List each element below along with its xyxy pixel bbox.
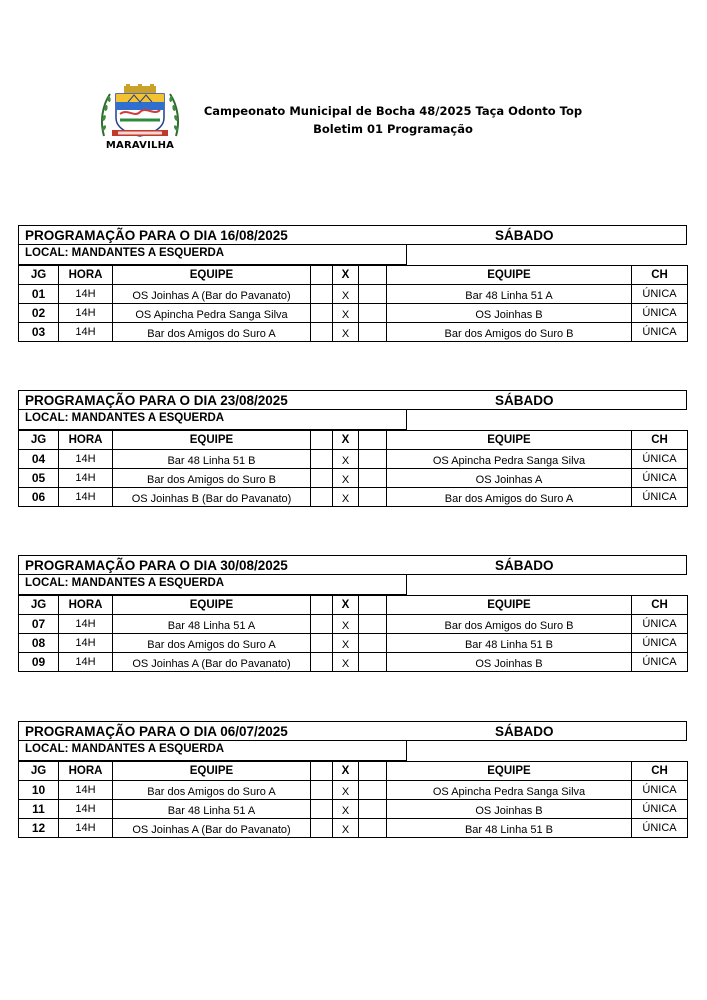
home-score: [311, 781, 333, 800]
game-ch: ÚNICA: [632, 615, 688, 634]
block-location: [18, 245, 407, 265]
game-number: 05: [19, 469, 59, 488]
home-score: [311, 800, 333, 819]
away-team: Bar dos Amigos do Suro A: [387, 488, 632, 507]
away-team: OS Joinhas B: [387, 304, 632, 323]
games-table: [18, 595, 688, 672]
away-score: [359, 819, 387, 838]
game-number: 06: [19, 488, 59, 507]
col-equipe-home: EQUIPE: [113, 266, 311, 285]
col-ch: CH: [632, 431, 688, 450]
game-ch: ÚNICA: [632, 653, 688, 672]
game-time: 14H: [59, 615, 113, 634]
block-weekday: SÁBADO: [495, 558, 554, 573]
away-team: Bar 48 Linha 51 A: [387, 285, 632, 304]
game-number: 10: [19, 781, 59, 800]
home-score: [311, 615, 333, 634]
away-team: Bar dos Amigos do Suro B: [387, 615, 632, 634]
location-text: LOCAL: MANDANTES A ESQUERDA: [25, 577, 225, 589]
versus-mark: X: [333, 615, 359, 634]
game-number: 04: [19, 450, 59, 469]
game-time: 14H: [59, 634, 113, 653]
away-team: Bar dos Amigos do Suro B: [387, 323, 632, 342]
block-date-title: PROGRAMAÇÃO PARA O DIA 06/07/2025: [25, 724, 288, 739]
block-header: [18, 555, 687, 575]
table-row: [19, 285, 688, 304]
home-team: Bar dos Amigos do Suro B: [113, 469, 311, 488]
home-score: [311, 653, 333, 672]
game-ch: ÚNICA: [632, 285, 688, 304]
away-score: [359, 488, 387, 507]
schedule-block-4: [18, 721, 687, 838]
block-header: [18, 390, 687, 410]
away-score: [359, 800, 387, 819]
game-ch: ÚNICA: [632, 304, 688, 323]
home-team: Bar 48 Linha 51 A: [113, 800, 311, 819]
col-hora: HORA: [59, 762, 113, 781]
game-ch: ÚNICA: [632, 323, 688, 342]
title-line-2: Boletim 01 Programação: [313, 122, 473, 136]
schedule-block-3: [18, 555, 687, 672]
table-row: [19, 469, 688, 488]
away-score: [359, 285, 387, 304]
title-line-1: Campeonato Municipal de Bocha 48/2025 Taça Odonto Top: [203, 104, 583, 118]
coat-of-arms-icon: [98, 84, 182, 140]
location-text: LOCAL: MANDANTES A ESQUERDA: [25, 743, 225, 755]
municipal-coat-of-arms: [98, 84, 182, 154]
versus-mark: X: [333, 469, 359, 488]
table-row: [19, 488, 688, 507]
col-ch: CH: [632, 596, 688, 615]
schedule-block-1: [18, 225, 687, 342]
col-jg: JG: [19, 596, 59, 615]
score-cell-away: [359, 762, 387, 781]
away-score: [359, 615, 387, 634]
col-x: X: [333, 266, 359, 285]
game-number: 11: [19, 800, 59, 819]
block-location: [18, 741, 407, 761]
block-weekday: SÁBADO: [495, 228, 554, 243]
col-equipe-home: EQUIPE: [113, 596, 311, 615]
score-cell-home: [311, 596, 333, 615]
home-team: Bar dos Amigos do Suro A: [113, 634, 311, 653]
score-cell-away: [359, 266, 387, 285]
game-time: 14H: [59, 653, 113, 672]
away-team: OS Joinhas A: [387, 469, 632, 488]
col-x: X: [333, 431, 359, 450]
col-hora: HORA: [59, 266, 113, 285]
home-team: OS Apincha Pedra Sanga Silva: [113, 304, 311, 323]
versus-mark: X: [333, 819, 359, 838]
block-location: [18, 410, 407, 430]
block-date-title: PROGRAMAÇÃO PARA O DIA 23/08/2025: [25, 393, 288, 408]
home-score: [311, 304, 333, 323]
home-score: [311, 819, 333, 838]
away-team: OS Joinhas B: [387, 800, 632, 819]
game-time: 14H: [59, 488, 113, 507]
home-team: Bar 48 Linha 51 B: [113, 450, 311, 469]
game-number: 09: [19, 653, 59, 672]
game-ch: ÚNICA: [632, 469, 688, 488]
games-table: [18, 265, 688, 342]
score-cell-home: [311, 762, 333, 781]
home-score: [311, 469, 333, 488]
table-header-row: [19, 596, 688, 615]
home-team: Bar dos Amigos do Suro A: [113, 323, 311, 342]
block-weekday: SÁBADO: [495, 393, 554, 408]
col-x: X: [333, 762, 359, 781]
home-score: [311, 323, 333, 342]
game-time: 14H: [59, 304, 113, 323]
col-x: X: [333, 596, 359, 615]
game-ch: ÚNICA: [632, 800, 688, 819]
location-text: LOCAL: MANDANTES A ESQUERDA: [25, 247, 225, 259]
away-score: [359, 781, 387, 800]
game-time: 14H: [59, 800, 113, 819]
game-number: 01: [19, 285, 59, 304]
col-equipe-home: EQUIPE: [113, 762, 311, 781]
away-score: [359, 450, 387, 469]
versus-mark: X: [333, 450, 359, 469]
game-time: 14H: [59, 819, 113, 838]
home-score: [311, 450, 333, 469]
home-team: OS Joinhas A (Bar do Pavanato): [113, 653, 311, 672]
away-score: [359, 469, 387, 488]
col-ch: CH: [632, 266, 688, 285]
game-number: 03: [19, 323, 59, 342]
home-score: [311, 634, 333, 653]
versus-mark: X: [333, 653, 359, 672]
table-row: [19, 450, 688, 469]
away-score: [359, 323, 387, 342]
home-team: Bar 48 Linha 51 A: [113, 615, 311, 634]
away-score: [359, 653, 387, 672]
col-ch: CH: [632, 762, 688, 781]
col-hora: HORA: [59, 431, 113, 450]
block-header: [18, 721, 687, 741]
table-header-row: [19, 762, 688, 781]
game-number: 08: [19, 634, 59, 653]
versus-mark: X: [333, 781, 359, 800]
table-row: [19, 615, 688, 634]
versus-mark: X: [333, 488, 359, 507]
table-row: [19, 653, 688, 672]
game-time: 14H: [59, 323, 113, 342]
games-table: [18, 430, 688, 507]
schedule-block-2: [18, 390, 687, 507]
document-title: [190, 102, 596, 138]
versus-mark: X: [333, 304, 359, 323]
col-equipe-away: EQUIPE: [387, 431, 632, 450]
score-cell-home: [311, 266, 333, 285]
block-weekday: SÁBADO: [495, 724, 554, 739]
games-table: [18, 761, 688, 838]
away-score: [359, 634, 387, 653]
game-ch: ÚNICA: [632, 781, 688, 800]
table-header-row: [19, 266, 688, 285]
table-row: [19, 304, 688, 323]
col-equipe-away: EQUIPE: [387, 596, 632, 615]
away-team: Bar 48 Linha 51 B: [387, 819, 632, 838]
game-time: 14H: [59, 285, 113, 304]
versus-mark: X: [333, 800, 359, 819]
home-team: OS Joinhas B (Bar do Pavanato): [113, 488, 311, 507]
game-ch: ÚNICA: [632, 450, 688, 469]
logo-caption: MARAVILHA: [105, 140, 175, 151]
col-equipe-away: EQUIPE: [387, 762, 632, 781]
home-score: [311, 488, 333, 507]
versus-mark: X: [333, 323, 359, 342]
col-jg: JG: [19, 762, 59, 781]
home-score: [311, 285, 333, 304]
table-row: [19, 634, 688, 653]
away-team: Bar 48 Linha 51 B: [387, 634, 632, 653]
col-jg: JG: [19, 431, 59, 450]
game-ch: ÚNICA: [632, 819, 688, 838]
table-row: [19, 781, 688, 800]
away-score: [359, 304, 387, 323]
block-date-title: PROGRAMAÇÃO PARA O DIA 30/08/2025: [25, 558, 288, 573]
col-equipe-home: EQUIPE: [113, 431, 311, 450]
table-row: [19, 323, 688, 342]
away-team: OS Joinhas B: [387, 653, 632, 672]
table-header-row: [19, 431, 688, 450]
table-row: [19, 800, 688, 819]
game-time: 14H: [59, 781, 113, 800]
col-jg: JG: [19, 266, 59, 285]
versus-mark: X: [333, 634, 359, 653]
score-cell-away: [359, 431, 387, 450]
game-time: 14H: [59, 450, 113, 469]
game-ch: ÚNICA: [632, 634, 688, 653]
game-number: 02: [19, 304, 59, 323]
location-text: LOCAL: MANDANTES A ESQUERDA: [25, 412, 225, 424]
game-number: 07: [19, 615, 59, 634]
away-team: OS Apincha Pedra Sanga Silva: [387, 450, 632, 469]
score-cell-home: [311, 431, 333, 450]
col-equipe-away: EQUIPE: [387, 266, 632, 285]
home-team: Bar dos Amigos do Suro A: [113, 781, 311, 800]
game-ch: ÚNICA: [632, 488, 688, 507]
game-number: 12: [19, 819, 59, 838]
score-cell-away: [359, 596, 387, 615]
away-team: OS Apincha Pedra Sanga Silva: [387, 781, 632, 800]
home-team: OS Joinhas A (Bar do Pavanato): [113, 285, 311, 304]
block-header: [18, 225, 687, 245]
versus-mark: X: [333, 285, 359, 304]
game-time: 14H: [59, 469, 113, 488]
block-date-title: PROGRAMAÇÃO PARA O DIA 16/08/2025: [25, 228, 288, 243]
col-hora: HORA: [59, 596, 113, 615]
block-location: [18, 575, 407, 595]
home-team: OS Joinhas A (Bar do Pavanato): [113, 819, 311, 838]
table-row: [19, 819, 688, 838]
